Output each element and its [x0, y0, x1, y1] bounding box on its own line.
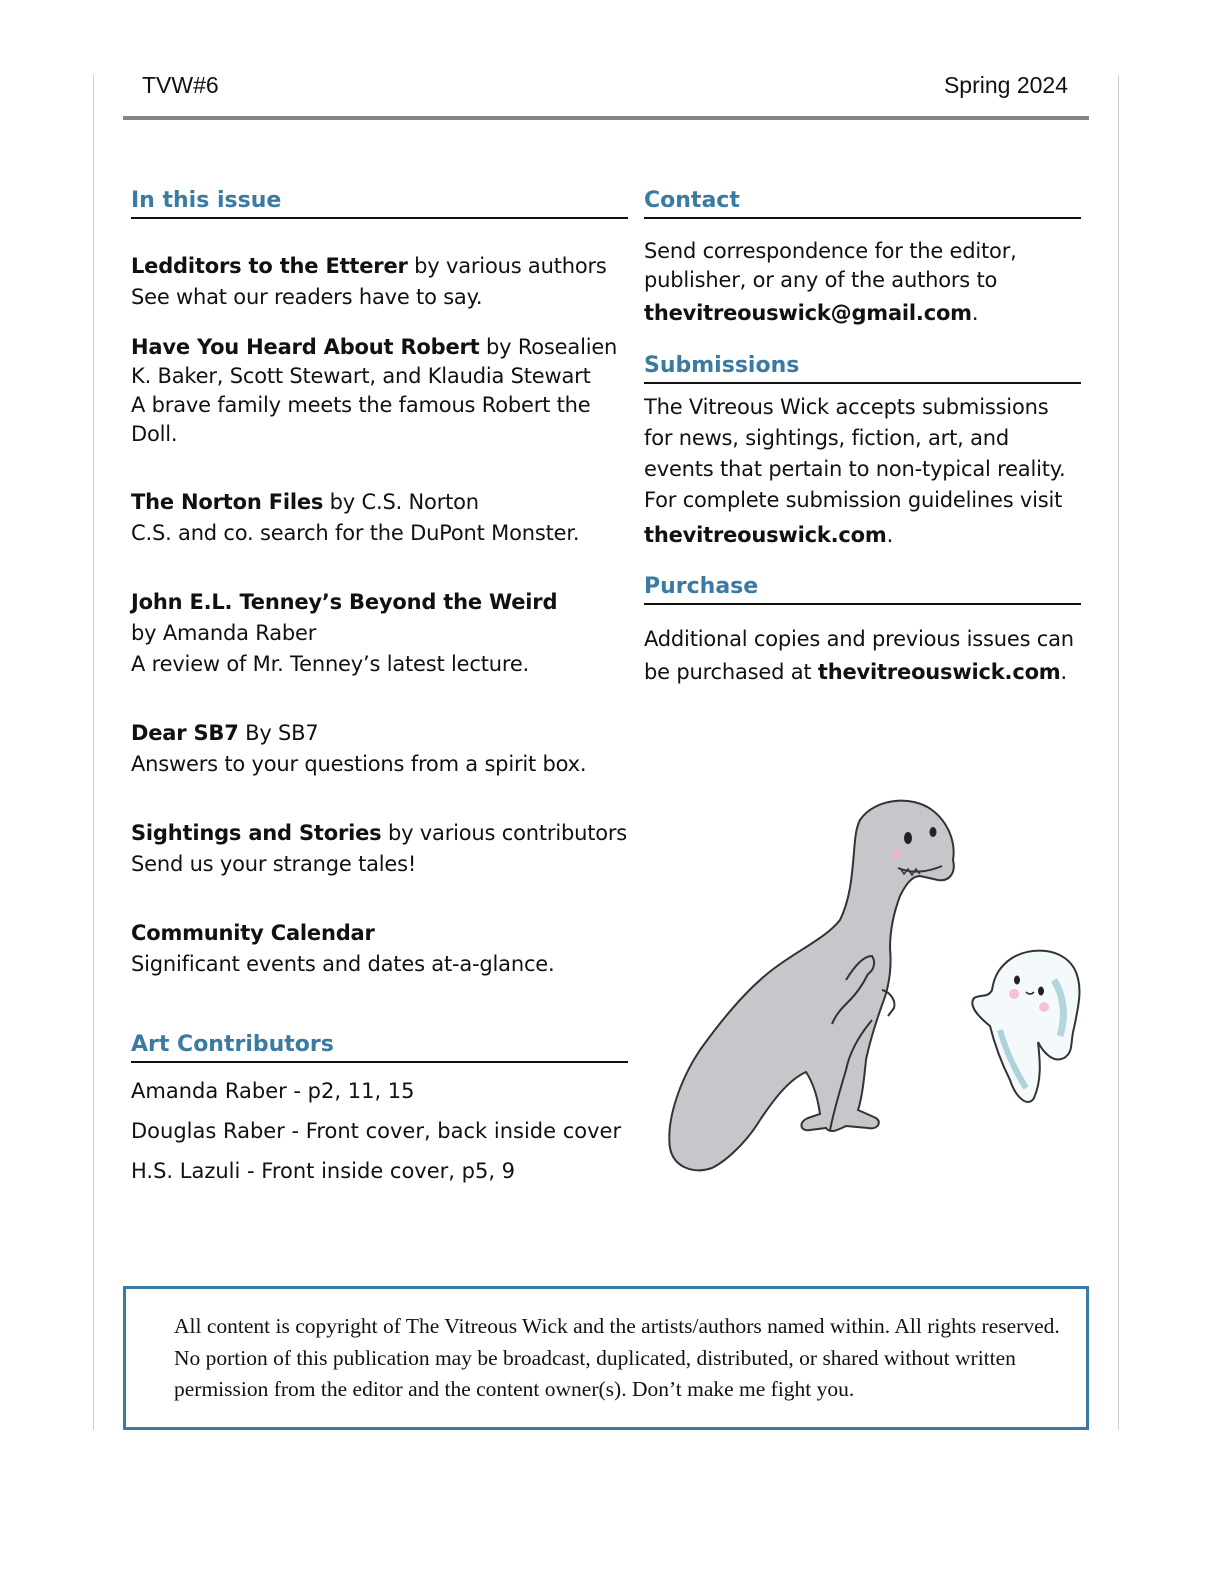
purchase-heading: Purchase: [644, 574, 1081, 605]
toc-entry-byline: by various authors: [407, 254, 607, 278]
contact-text: [644, 237, 1081, 331]
contact-heading: Contact: [644, 188, 1081, 219]
left-column: [131, 188, 628, 1183]
toc-entry-desc: Answers to your questions from a spirit box.: [131, 752, 587, 776]
page-margin-right: [1118, 75, 1119, 1430]
toc-entry-desc: A brave family meets the famous Robert the Doll.: [131, 393, 591, 446]
toc-entry-byline: by various contributors: [381, 821, 628, 845]
header-divider: [123, 116, 1089, 120]
issue-number: TVW#6: [142, 72, 219, 98]
submissions-period: .: [886, 523, 894, 547]
toc-entry-title: Have You Heard About Robert: [131, 335, 480, 359]
toc-entry-desc: Significant events and dates at-a-glance.: [131, 952, 555, 976]
right-column: [644, 188, 1081, 689]
art-contributor-line: Amanda Raber - p2, 11, 15: [131, 1079, 415, 1103]
toc-entry-title: The Norton Files: [131, 490, 324, 514]
page-margin-left: [93, 75, 94, 1430]
in-this-issue-heading: In this issue: [131, 188, 628, 219]
toc-entry: [131, 718, 628, 780]
purchase-text: [644, 623, 1081, 689]
art-contributors-heading: Art Contributors: [131, 1032, 628, 1063]
purchase-site-link[interactable]: thevitreouswick.com: [817, 660, 1061, 684]
purchase-period: .: [1060, 660, 1067, 684]
toc-entry: [131, 251, 628, 313]
submissions-heading: Submissions: [644, 353, 1081, 384]
toc-entry-title: Dear SB7: [131, 721, 239, 745]
issue-season: Spring 2024: [943, 72, 1068, 98]
toc-entry-byline: by Amanda Raber: [131, 621, 317, 645]
purchase-body: Additional copies and previous issues can be purchased at: [644, 627, 1074, 684]
toc-entry-desc: C.S. and co. search for the DuPont Monster.: [131, 521, 580, 545]
submissions-site-link[interactable]: thevitreouswick.com: [644, 523, 887, 547]
toc-entry-byline: by Rosealien K. Baker, Scott Stewart, and Klaudia Stewart: [131, 335, 618, 388]
toc-entry: [131, 487, 628, 549]
art-contributor-line: H.S. Lazuli - Front inside cover, p5, 9: [131, 1159, 516, 1183]
contact-email-link[interactable]: thevitreouswick@gmail.com: [644, 301, 972, 325]
copyright-text: All content is copyright of The Vitreous Wick and the artists/authors named within. All rights reserved. No portion of this publication may be broadcast, duplicated, distributed, or shared without written permission from the editor and the content owner(s). Don’t make me fight you.: [174, 1314, 1060, 1401]
contact-body: Send correspondence for the editor, publisher, or any of the authors to: [644, 239, 1017, 292]
toc-entry-title: Sightings and Stories: [131, 821, 382, 845]
art-contributor-line: Douglas Raber - Front cover, back inside cover: [131, 1119, 622, 1143]
toc-entry: [131, 333, 628, 449]
toc-entry-desc: See what our readers have to say.: [131, 285, 483, 309]
toc-entry: [131, 918, 628, 980]
ghost-icon: [972, 951, 1079, 1102]
toc-entry: [131, 818, 628, 880]
toc-entry-title: Ledditors to the Etterer: [131, 254, 408, 278]
submissions-body: The Vitreous Wick accepts submissions for news, sightings, fiction, art, and events that pertain to non-typical reality. For complete submission guidelines visit: [644, 395, 1066, 512]
toc-entry-title: John E.L. Tenney’s Beyond the Weird: [131, 590, 558, 614]
toc-entry: [131, 587, 628, 680]
contact-period: .: [971, 301, 979, 325]
toc-entry-desc: A review of Mr. Tenney’s latest lecture.: [131, 652, 530, 676]
submissions-text: [644, 392, 1081, 554]
toc-entry-byline: By SB7: [238, 721, 319, 745]
illustration: [650, 780, 1090, 1180]
toc-entry-title: Community Calendar: [131, 921, 375, 945]
dinosaur-icon: [669, 801, 953, 1171]
copyright-box: [123, 1286, 1089, 1430]
toc-entry-desc: Send us your strange tales!: [131, 852, 417, 876]
toc-entry-byline: by C.S. Norton: [323, 490, 479, 514]
